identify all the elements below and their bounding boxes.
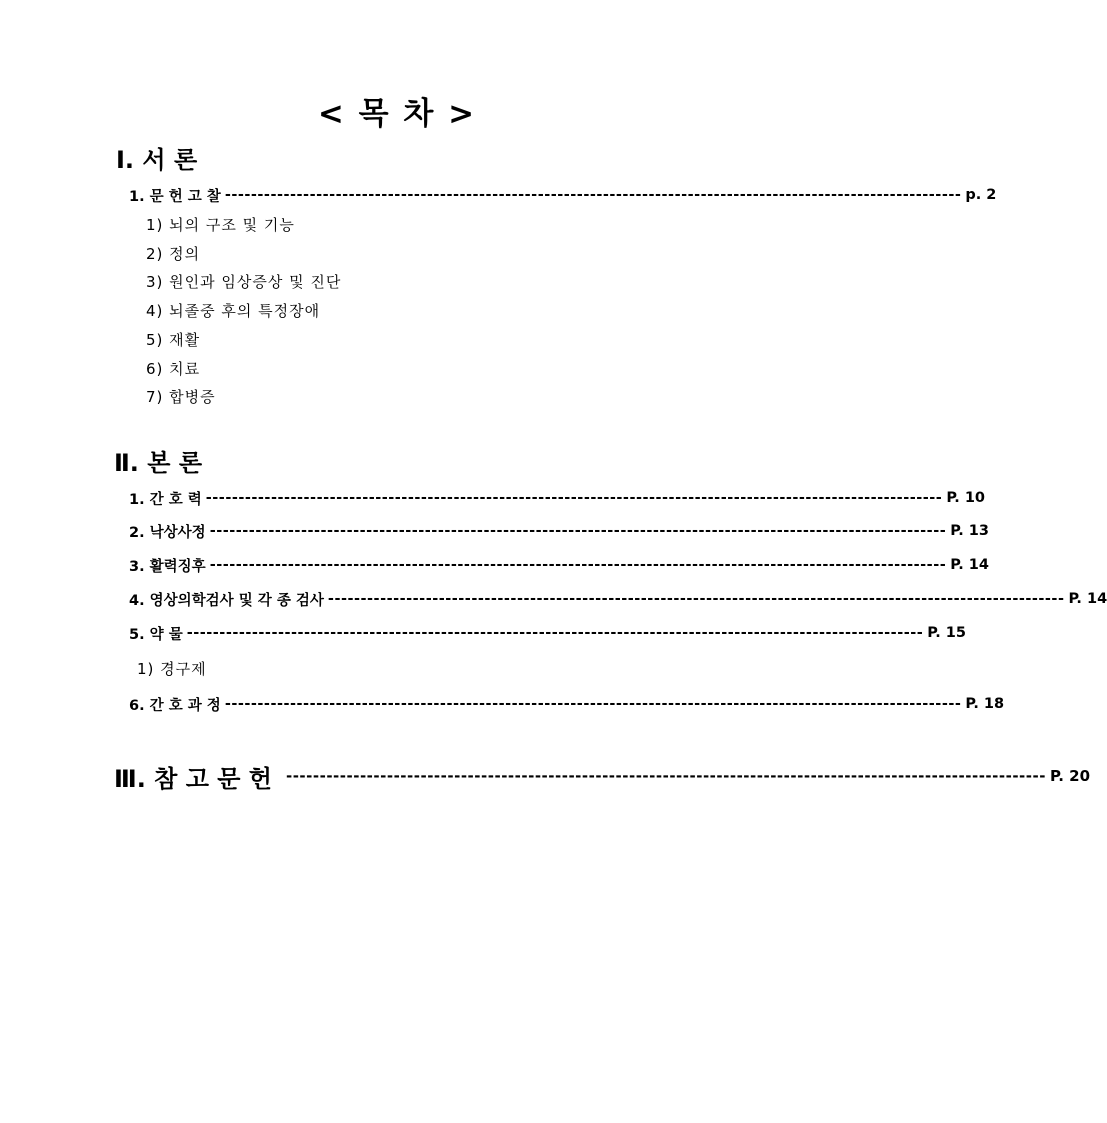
toc-page-number: P. 15 bbox=[927, 625, 966, 641]
dot-leader: ----------------------------------------------------------------------------------------------------------------- bbox=[209, 557, 947, 573]
toc-page-number: P. 18 bbox=[965, 696, 1005, 712]
toc-entry-label: 6. 간 호 과 정 bbox=[129, 697, 221, 714]
toc-page-number: P. 10 bbox=[946, 490, 986, 506]
dot-leader: ----------------------------------------------------------------------------------------------------------------- bbox=[224, 187, 962, 203]
dot-leader: ----------------------------------------------------------------------------------------------------------------- bbox=[224, 696, 962, 712]
toc-subentry: 1) 뇌의 구조 및 기능 bbox=[146, 216, 295, 234]
toc-entry-references bbox=[114, 760, 1091, 793]
toc-page-number: P. 14 bbox=[950, 557, 989, 573]
toc-subentry: 6) 치료 bbox=[146, 360, 201, 378]
dot-leader: ----------------------------------------------------------------------------------------------------------------- bbox=[186, 625, 924, 641]
dot-leader: ----------------------------------------------------------------------------------------------------------------- bbox=[209, 523, 947, 539]
toc-subentry: 7) 합병증 bbox=[146, 388, 216, 406]
toc-page-number: P. 14 bbox=[1068, 591, 1107, 607]
toc-entry-imaging-tests bbox=[129, 587, 1107, 611]
section-heading-intro: Ⅰ. 서 론 bbox=[116, 146, 198, 174]
toc-entry-label: 3. 활력징후 bbox=[129, 558, 206, 575]
toc-entry-nursing-history bbox=[129, 486, 986, 510]
page-title: < 목 차 > bbox=[317, 96, 477, 132]
toc-page-number: P. 20 bbox=[1049, 767, 1091, 785]
toc-subentry: 4) 뇌졸중 후의 특정장애 bbox=[146, 302, 321, 320]
toc-entry-label: 1. 간 호 력 bbox=[129, 491, 202, 508]
section-heading-body: Ⅱ. 본 론 bbox=[114, 449, 203, 477]
toc-entry-fall-assessment bbox=[129, 519, 989, 543]
toc-entry-label: 5. 약 물 bbox=[129, 626, 183, 643]
section-heading-references: Ⅲ. 참 고 문 헌 bbox=[114, 764, 272, 793]
toc-subentry: 3) 원인과 임상증상 및 진단 bbox=[146, 273, 342, 291]
dot-leader: ----------------------------------------------------------------------------------------------------------------- bbox=[205, 490, 943, 506]
toc-subentry: 5) 재활 bbox=[146, 331, 201, 349]
toc-entry-literature-review bbox=[129, 183, 997, 207]
toc-entry-label: 4. 영상의학검사 및 각 종 검사 bbox=[129, 592, 324, 609]
dot-leader: ----------------------------------------------------------------------------------------------------------------- bbox=[285, 767, 1046, 785]
toc-subentry: 2) 정의 bbox=[146, 245, 201, 263]
toc-entry-nursing-process bbox=[129, 692, 1005, 716]
toc-entry-medication bbox=[129, 621, 966, 645]
dot-leader: ----------------------------------------------------------------------------------------------------------------- bbox=[327, 591, 1065, 607]
toc-page-number: p. 2 bbox=[965, 187, 997, 203]
toc-page-number: P. 13 bbox=[950, 523, 989, 539]
toc-subentry-oral-drugs: 1) 경구제 bbox=[137, 660, 207, 678]
toc-entry-label: 1. 문 헌 고 찰 bbox=[129, 188, 221, 205]
toc-entry-vital-signs bbox=[129, 553, 989, 577]
toc-entry-label: 2. 낙상사정 bbox=[129, 524, 206, 541]
